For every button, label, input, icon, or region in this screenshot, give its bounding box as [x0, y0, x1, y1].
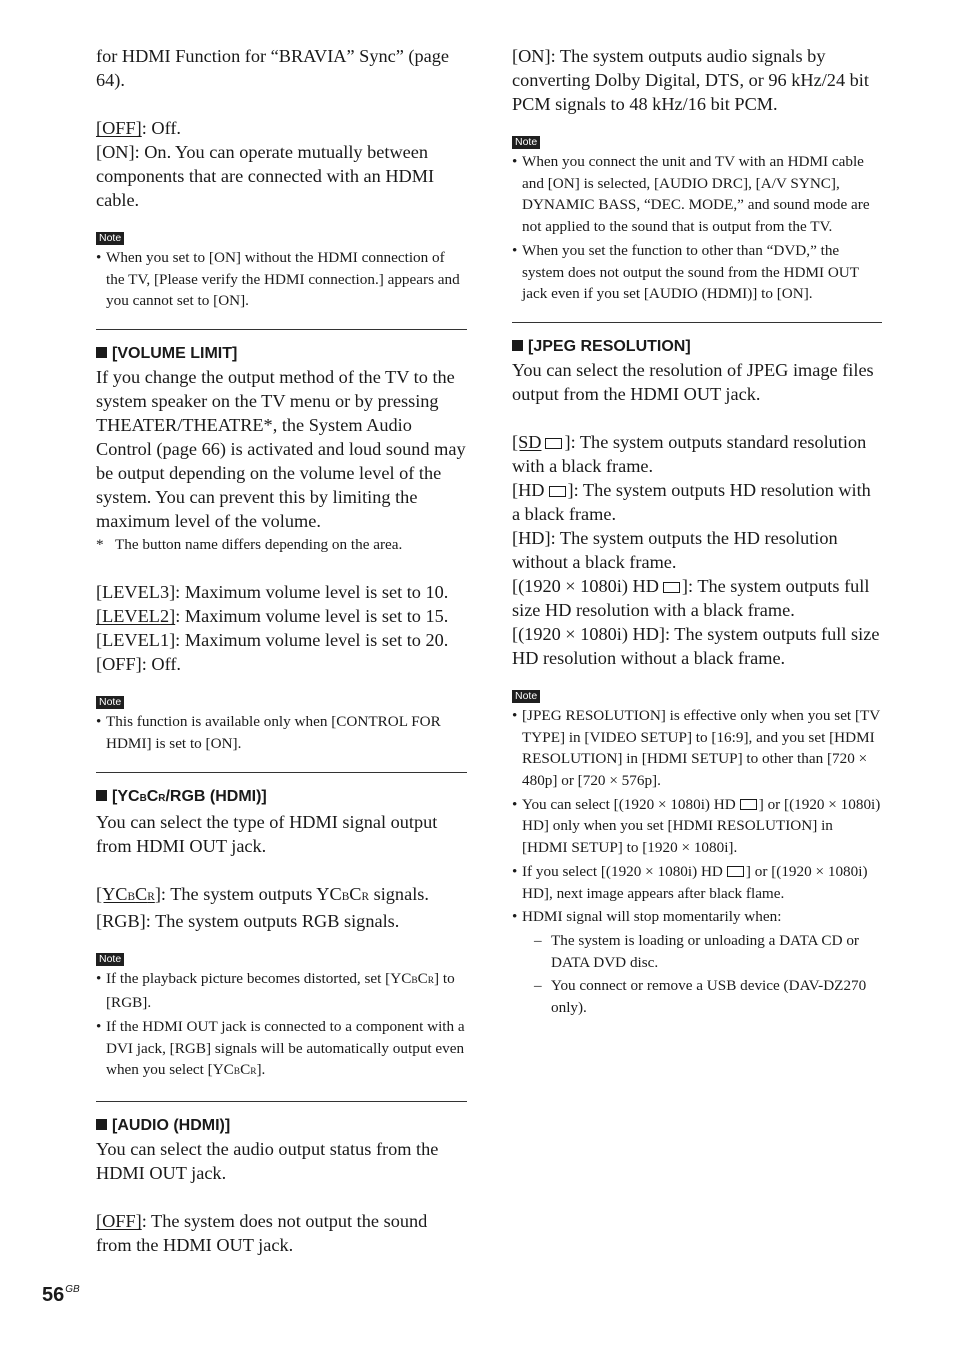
option-level-off: [OFF]: Off. [96, 654, 181, 675]
heading-text: [AUDIO (HDMI)] [112, 1117, 231, 1135]
note-text: ]. [256, 1061, 266, 1079]
option-full-hd-frame [512, 574, 882, 622]
page-number-suffix: GB [65, 1284, 80, 1295]
note-label: Note [512, 136, 540, 149]
left-column [96, 44, 467, 1257]
square-bullet-icon [96, 790, 107, 801]
option-hd: [HD]: The system outputs the HD resolution without a black frame. [512, 527, 838, 572]
footnote [96, 534, 467, 556]
section-divider [96, 329, 467, 330]
option-sd-frame-label [512, 432, 571, 452]
note-item: • When you set to [ON] without the HDMI connection of the TV, [Please verify the HDMI connection.] appears and you cannot set to [ON]. [96, 247, 467, 312]
label-text: ] [564, 431, 571, 452]
subscript: R [361, 890, 370, 903]
option-text: ]: The system outputs full size HD resolution with a black frame. [512, 575, 870, 620]
subscript: R [147, 890, 155, 903]
section-heading-volume-limit [96, 343, 467, 365]
option-full-hd: [(1920 × 1080i) HD]: The system outputs full size HD resolution without a black frame. [512, 623, 880, 668]
label-text: C [135, 883, 148, 904]
sub-item: – You connect or remove a USB device (DAV-DZ270 only). [522, 975, 882, 1018]
audio-body: You can select the audio output status from the HDMI OUT jack. [96, 1139, 439, 1184]
option-desc: : The system outputs YC [160, 883, 342, 904]
square-bullet-icon [512, 340, 523, 351]
option-desc: C [349, 883, 362, 904]
note-block [96, 692, 467, 754]
note-item [96, 1016, 467, 1084]
heading-text: [YC [112, 787, 140, 805]
note-label: Note [96, 232, 124, 245]
subscript: R [250, 1067, 257, 1078]
note-item [512, 861, 882, 904]
heading-text: /RGB (HDMI)] [165, 787, 267, 805]
note-block [96, 228, 467, 312]
option-level1: [LEVEL1]: Maximum volume level is set to 20. [96, 630, 449, 651]
note-item: • When you connect the unit and TV with an HDMI cable and [ON] is selected, [AUDIO DRC], [A/V SYNC], DYNAMIC BASS, “DEC. MODE,” and sound mode are not applied to the sound that is output from the TV. [512, 151, 882, 238]
option-audio-off-label: [OFF] [96, 1211, 142, 1232]
option-sd-frame [512, 430, 882, 478]
option-level2 [96, 604, 467, 628]
option-level2-label: [LEVEL2] [96, 606, 176, 627]
note-text: ] or [(1920 × 1080i) HD] only when you set [HDMI RESOLUTION] in [HDMI SETUP] to [1920 × 1080i]. [522, 795, 881, 857]
option-audio-on: [ON]: The system outputs audio signals by converting Dolby Digital, DTS, or 96 kHz/24 bit PCM signals to 48 kHz/16 bit PCM. [512, 46, 869, 114]
option-level3: [LEVEL3]: Maximum volume level is set to 10. [96, 582, 449, 603]
note-text: If you select [(1920 × 1080i) HD [522, 862, 723, 880]
option-rgb: [RGB]: The system outputs RGB signals. [96, 910, 400, 931]
intro-paragraph: for HDMI Function for “BRAVIA” Sync” (page 64). [96, 46, 450, 90]
option-off [96, 116, 467, 140]
frame-icon [545, 438, 562, 449]
note-item [96, 968, 467, 1014]
subscript: R [158, 792, 166, 804]
label-text: [YC [96, 883, 128, 904]
note-item: • [JPEG RESOLUTION] is effective only when you set [TV TYPE] in [VIDEO SETUP] to [16:9], and you set [HDMI RESOLUTION] in [HDMI SETUP] to other than [720 × 480p] or [720 × 576p]. [512, 705, 882, 792]
subscript: B [127, 890, 136, 903]
option-on: [ON]: On. You can operate mutually between components that are connected with an HDMI cable. [96, 142, 435, 210]
note-item [512, 794, 882, 859]
option-desc: signals. [369, 883, 429, 904]
note-label: Note [512, 690, 540, 703]
heading-text: [VOLUME LIMIT] [112, 345, 238, 363]
section-divider [96, 772, 467, 773]
subscript: R [427, 975, 435, 986]
frame-icon [663, 582, 680, 593]
note-text: ] to [RGB]. [106, 969, 455, 1012]
note-text: You can select [(1920 × 1080i) HD [522, 795, 736, 813]
option-hd-frame [512, 478, 882, 526]
right-column [512, 44, 882, 1021]
note-block [512, 686, 882, 1019]
subscript: B [233, 1067, 241, 1078]
note-item: • This function is available only when [CONTROL FOR HDMI] is set to [ON]. [96, 711, 467, 754]
option-level2-desc: : Maximum volume level is set to 15. [175, 606, 449, 627]
subscript: B [411, 975, 418, 986]
note-text: C [417, 969, 428, 987]
note-label: Note [96, 953, 124, 966]
heading-text: C [146, 787, 159, 805]
footnote-marker: * [96, 536, 104, 554]
section-divider [512, 322, 882, 323]
option-off-desc: : Off. [141, 118, 181, 138]
note-text: If the HDMI OUT jack is connected to a component with a DVI jack, [RGB] signals will be automatically output even when you select [YC [106, 1017, 465, 1079]
option-text: [(1920 × 1080i) HD [512, 575, 659, 596]
jpeg-body: You can select the resolution of JPEG image files output from the HDMI OUT jack. [512, 359, 874, 404]
page-number [42, 1284, 80, 1307]
heading-text: [JPEG RESOLUTION] [528, 337, 691, 355]
subscript: B [341, 890, 350, 903]
note-item [512, 906, 882, 1019]
section-heading-audio-hdmi [96, 1115, 467, 1137]
label-text: ] [154, 883, 161, 904]
note-text: C [240, 1061, 251, 1079]
page-number-value: 56 [42, 1284, 65, 1306]
note-block [512, 132, 882, 305]
sub-item: – The system is loading or unloading a DATA CD or DATA DVD disc. [522, 930, 882, 973]
square-bullet-icon [96, 1119, 107, 1130]
note-text: ] or [(1920 × 1080i) HD], next image appears after black flame. [522, 862, 868, 902]
square-bullet-icon [96, 347, 107, 358]
note-item: • When you set the function to other than “DVD,” the system does not output the sound from the HDMI OUT jack even if you set [AUDIO (HDMI)] to [ON]. [512, 240, 882, 305]
option-text: ]: The system outputs HD resolution with a black frame. [512, 479, 871, 524]
option-ycbcr-label [96, 884, 161, 904]
option-ycbcr [96, 882, 467, 909]
note-text: If the playback picture becomes distorted, set [YC [106, 969, 412, 987]
section-heading-jpeg-resolution [512, 336, 882, 358]
frame-icon [549, 486, 566, 497]
ycbcr-body: You can select the type of HDMI signal output from HDMI OUT jack. [96, 811, 438, 856]
label-text: [SD [512, 431, 542, 452]
frame-icon [727, 866, 744, 877]
option-text: [HD [512, 479, 545, 500]
section-divider [96, 1101, 467, 1102]
note-block [96, 949, 467, 1085]
option-audio-off-desc: : The system does not output the sound from the HDMI OUT jack. [96, 1211, 428, 1256]
frame-icon [740, 799, 757, 810]
note-label: Note [96, 696, 124, 709]
option-desc: : The system outputs standard resolution with a black frame. [512, 431, 867, 476]
option-audio-off [96, 1209, 467, 1257]
section-heading-ycbcr [96, 786, 467, 810]
volume-limit-body: If you change the output method of the TV to the system speaker on the TV menu or by pressing THEATER/THEATRE*, the System Audio Control (page 66) is activated and loud sound may be output depending on the volume level of the system. You can prevent this by limiting the maximum level of the volume. [96, 367, 466, 532]
note-text: HDMI signal will stop momentarily when: [522, 908, 782, 926]
subscript: B [139, 792, 147, 804]
option-off-label: [OFF] [96, 118, 142, 138]
footnote-text: The button name differs depending on the area. [115, 536, 403, 554]
